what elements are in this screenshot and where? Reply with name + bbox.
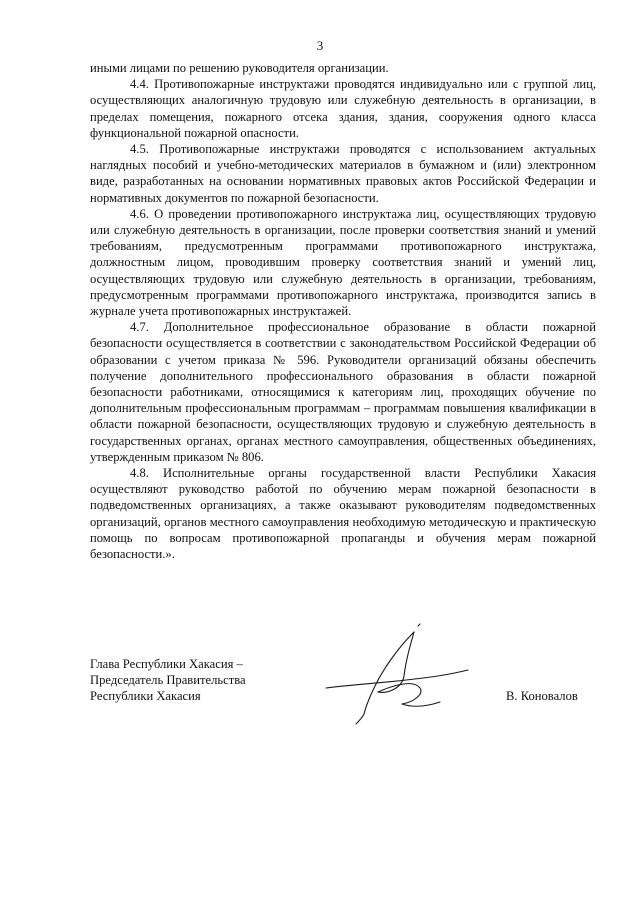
paragraph-4-7: 4.7. Дополнительное профессиональное образование в области пожарной безопасности осуществляется в соответствии с законодательством Российской Федерации об образовании с учетом приказа № 596. Руководители организаций обязаны обеспечить получение дополнительного профессионального образования в области пожарной безопасности работниками, относящимися к категориям лиц, проходящих обучение по дополнительным профессиональным программам – программам повышения квалификации в области пожарной безопасности, осуществляющих трудовую и служебную деятельность в государственных органах, органах местного самоуправления, общественных объединениях, утвержденным приказом № 806. bbox=[90, 320, 596, 464]
paragraph-4-6: 4.6. О проведении противопожарного инструктажа лиц, осуществляющих трудовую или служебную деятельность в организации, после проверки соответствия знаний и умений требованиям, предусмотренным программами противопожарного инструктажа, должностным лицом, проводившим проверку соответствия знаний и умений лиц, осуществляющих трудовую или служебную деятельность в организации, требованиям, предусмотренным программами противопожарного инструктажа, производится запись в журнале учета противопожарных инструктажей. bbox=[90, 206, 596, 319]
paragraph-4-4: 4.4. Противопожарные инструктажи проводятся индивидуально или с группой лиц, осуществляющих аналогичную трудовую или служебную деятельность в организации, в пределах помещения, пожарного отсека здания, здания, сооружения одного класса функциональной пожарной опасности. bbox=[90, 77, 596, 140]
handwritten-signature bbox=[318, 618, 478, 728]
signatory-name: В. Коновалов bbox=[506, 689, 578, 703]
paragraph-4-8: 4.8. Исполнительные органы государственной власти Республики Хакасия осуществляют руководство работой по обучению мерам пожарной безопасности в подведомственных организациях, а также оказывают руководителям подведомственных организаций, органов местного самоуправления необходимую методическую и практическую помощь по вопросам противопожарной пропаганды и обучения мерам пожарной безопасности.». bbox=[90, 466, 596, 562]
page-number: 3 bbox=[316, 38, 324, 53]
signatory-title bbox=[90, 656, 310, 705]
paragraph-continuation: иными лицами по решению руководителя организации. bbox=[90, 61, 389, 75]
signatory-title-line: Республики Хакасия bbox=[90, 689, 201, 704]
paragraph-4-5: 4.5. Противопожарные инструктажи проводятся с использованием актуальных наглядных пособий и учебно-методических материалов в бумажном и (или) электронном виде, разработанных на основании нормативных правовых актов Российской Федерации и нормативных документов по пожарной безопасности. bbox=[90, 142, 596, 205]
signatory-title-line: Председатель Правительства bbox=[90, 673, 246, 688]
signatory-title-line: Глава Республики Хакасия – bbox=[90, 657, 243, 671]
document-body bbox=[90, 60, 596, 562]
